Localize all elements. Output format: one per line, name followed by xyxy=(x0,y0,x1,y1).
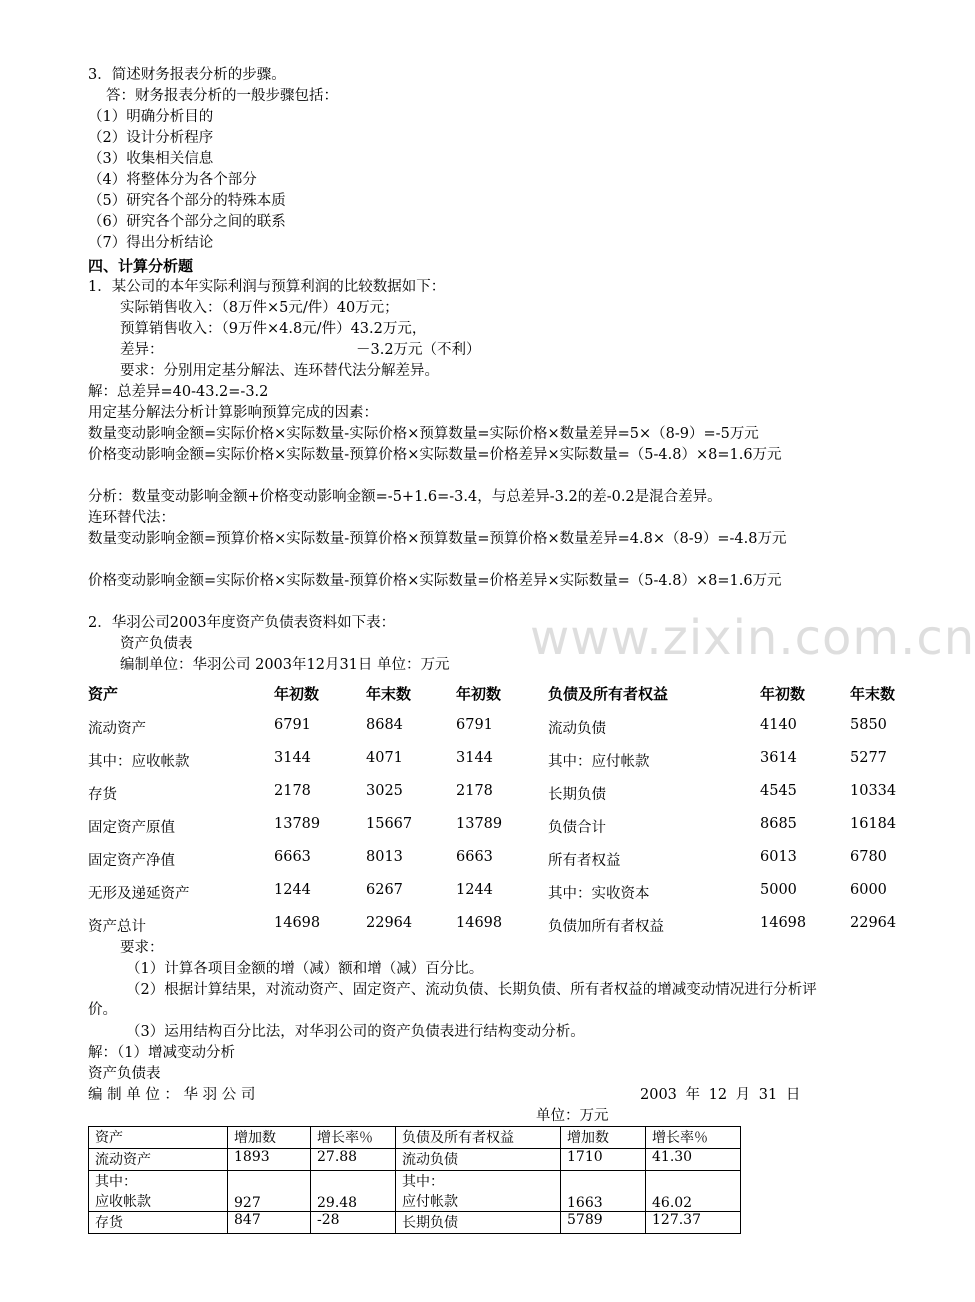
price-effect-1: 价格变动影响金额=实际价格×实际数量-预算价格×实际数量=价格差异×实际数量=（5-4.8）×8=1.6万元 xyxy=(88,447,782,463)
step-2: （2）设计分析程序 xyxy=(88,130,214,146)
req-item-1: （1）计算各项目金额的增（减）额和增（减）百分比。 xyxy=(126,961,484,977)
table1-cell: 13789 xyxy=(274,816,321,832)
table2-header-cell: 增加数 xyxy=(228,1127,311,1149)
table1-header-cell: 负债及所有者权益 xyxy=(548,685,669,703)
step-3: （3）收集相关信息 xyxy=(88,151,214,167)
table2-cell: 流动资产 xyxy=(89,1149,228,1171)
table1-cell: 其中：实收资本 xyxy=(548,886,650,902)
table1-cell: 5000 xyxy=(760,882,797,898)
table2-header-row xyxy=(89,1127,741,1149)
table1-cell: 2178 xyxy=(274,783,311,799)
table1-cell: 负债合计 xyxy=(548,820,606,836)
analysis-text: 分析：数量变动影响金额+价格变动影响金额=-5+1.6=-3.4，与总差异-3.2的差-0.2是混合差异。 xyxy=(88,489,722,505)
requirement-1: 要求：分别用定基分解法、连环替代法分解差异。 xyxy=(120,363,439,379)
table2-unit-left: 编 制 单 位 ： 华 羽 公 司 xyxy=(88,1087,256,1103)
table1-cell: 8013 xyxy=(366,849,403,865)
table1-title: 资产负债表 xyxy=(120,636,193,652)
table1-cell: 固定资产净值 xyxy=(88,853,175,869)
table1-cell: 1244 xyxy=(274,882,311,898)
table1-cell: 6791 xyxy=(456,717,493,733)
table1-cell: 负债加所有者权益 xyxy=(548,919,664,935)
table1-cell: 15667 xyxy=(366,816,413,832)
table2-row xyxy=(89,1171,741,1212)
table1-cell: 其中：应付帐款 xyxy=(548,754,650,770)
table1-cell: 5850 xyxy=(850,717,887,733)
req-item-3: （3）运用结构百分比法，对华羽公司的资产负债表进行结构变动分析。 xyxy=(126,1024,585,1040)
table1-cell: 6663 xyxy=(456,849,493,865)
table1-cell: 无形及递延资产 xyxy=(88,886,190,902)
table2-cell: 927 xyxy=(228,1171,311,1212)
table1-cell: 1244 xyxy=(456,882,493,898)
table2-cell: 长期负债 xyxy=(396,1212,561,1234)
table1-cell: 5277 xyxy=(850,750,887,766)
table2-title: 资产负债表 xyxy=(88,1066,161,1082)
solution-2: 解：（1）增减变动分析 xyxy=(88,1045,235,1061)
table1-header-cell: 年初数 xyxy=(274,685,320,703)
step-5: （5）研究各个部分的特殊本质 xyxy=(88,193,286,209)
solution-total: 解：总差异=40-43.2=-3.2 xyxy=(88,384,269,400)
table1-cell: 存货 xyxy=(88,787,117,803)
table1-cell: 所有者权益 xyxy=(548,853,621,869)
table1-header-cell: 年初数 xyxy=(456,685,502,703)
step-6: （6）研究各个部分之间的联系 xyxy=(88,214,286,230)
req-item-2: （2）根据计算结果，对流动资产、固定资产、流动负债、长期负债、所有者权益的增减变动情况进行分析评价。 xyxy=(88,982,817,1018)
table2-cell: 1893 xyxy=(228,1149,311,1171)
table2-cell: 流动负债 xyxy=(396,1149,561,1171)
table1-cell: 16184 xyxy=(850,816,897,832)
table2-header-cell: 资产 xyxy=(89,1127,228,1149)
table1-cell: 3614 xyxy=(760,750,797,766)
table1-cell: 14698 xyxy=(760,915,807,931)
table2-cell: 其中： 应收帐款 xyxy=(89,1171,228,1212)
table1-cell: 10334 xyxy=(850,783,897,799)
table2-header-cell: 增长率％ xyxy=(646,1127,741,1149)
table2-cell: 其中： 应付帐款 xyxy=(396,1171,561,1212)
problem-1: 1．某公司的本年实际利润与预算利润的比较数据如下： xyxy=(88,279,446,295)
table2-unit: 单位：万元 xyxy=(536,1108,609,1124)
table1-cell: 6791 xyxy=(274,717,311,733)
step-1: （1）明确分析目的 xyxy=(88,109,214,125)
table2-cell: 127.37 xyxy=(646,1212,741,1234)
table2-header-cell: 增加数 xyxy=(561,1127,646,1149)
table2-cell: 46.02 xyxy=(646,1171,741,1212)
table1-cell: 6780 xyxy=(850,849,887,865)
table1-header-cell: 资产 xyxy=(88,685,119,703)
table1-cell: 6000 xyxy=(850,882,887,898)
table2-header-cell: 负债及所有者权益 xyxy=(396,1127,561,1149)
table2-cell: 41.30 xyxy=(646,1149,741,1171)
method-2-intro: 连环替代法： xyxy=(88,510,175,526)
table1-cell: 流动资产 xyxy=(88,721,146,737)
table1-cell: 长期负债 xyxy=(548,787,606,803)
table1-cell: 8685 xyxy=(760,816,797,832)
section-heading: 四、计算分析题 xyxy=(88,257,194,275)
watermark: www.zixin.com.cn xyxy=(530,610,975,666)
table1-cell: 2178 xyxy=(456,783,493,799)
qty-effect-1: 数量变动影响金额=实际价格×实际数量-实际价格×预算数量=实际价格×数量差异=5×（8-9）=-5万元 xyxy=(88,426,759,442)
table1-cell: 14698 xyxy=(456,915,503,931)
table1-cell: 3025 xyxy=(366,783,403,799)
table2-header-cell: 增长率％ xyxy=(311,1127,396,1149)
table2-row xyxy=(89,1149,741,1171)
table1-cell: 6013 xyxy=(760,849,797,865)
table1-cell: 3144 xyxy=(274,750,311,766)
step-7: （7）得出分析结论 xyxy=(88,235,214,251)
change-analysis-table xyxy=(88,1126,741,1234)
table1-cell: 资产总计 xyxy=(88,919,146,935)
table1-cell: 6663 xyxy=(274,849,311,865)
table1-cell: 4071 xyxy=(366,750,403,766)
table1-cell: 3144 xyxy=(456,750,493,766)
budget-sales: 预算销售收入：（9万件×4.8元/件）43.2万元， xyxy=(120,321,427,337)
requirement-2: 要求： xyxy=(120,940,164,956)
method-1-intro: 用定基分解法分析计算影响预算完成的因素： xyxy=(88,405,378,421)
table1-cell: 其中：应收帐款 xyxy=(88,754,190,770)
table2-cell: 27.88 xyxy=(311,1149,396,1171)
problem-2: 2．华羽公司2003年度资产负债表资料如下表： xyxy=(88,615,396,631)
step-4: （4）将整体分为各个部分 xyxy=(88,172,257,188)
table1-cell: 22964 xyxy=(850,915,897,931)
table2-cell: 存货 xyxy=(89,1212,228,1234)
table2-cell: 1710 xyxy=(561,1149,646,1171)
price-effect-2: 价格变动影响金额=实际价格×实际数量-预算价格×实际数量=价格差异×实际数量=（5-4.8）×8=1.6万元 xyxy=(88,573,782,589)
table2-cell: 1663 xyxy=(561,1171,646,1212)
table2-cell: 847 xyxy=(228,1212,311,1234)
table1-cell: 4545 xyxy=(760,783,797,799)
table1-cell: 6267 xyxy=(366,882,403,898)
table1-cell: 4140 xyxy=(760,717,797,733)
table1-cell: 固定资产原值 xyxy=(88,820,175,836)
question-3: 3．简述财务报表分析的步骤。 xyxy=(88,67,286,83)
table2-cell: 29.48 xyxy=(311,1171,396,1212)
qty-effect-2: 数量变动影响金额=预算价格×实际数量-预算价格×预算数量=预算价格×数量差异=4.8×（8-9）=-4.8万元 xyxy=(88,531,787,547)
table1-cell: 流动负债 xyxy=(548,721,606,737)
difference-label: 差异： xyxy=(120,342,164,358)
table2-row xyxy=(89,1212,741,1234)
actual-sales: 实际销售收入：（8万件×5元/件）40万元； xyxy=(120,300,399,316)
table2-cell: -28 xyxy=(311,1212,396,1234)
table1-header-cell: 年初数 xyxy=(760,685,806,703)
table1-cell: 8684 xyxy=(366,717,403,733)
table1-cell: 13789 xyxy=(456,816,503,832)
table1-header-cell: 年末数 xyxy=(850,685,896,703)
difference-value: －3.2万元（不利） xyxy=(356,342,481,358)
table1-cell: 14698 xyxy=(274,915,321,931)
table1-cell: 22964 xyxy=(366,915,413,931)
answer-intro: 答：财务报表分析的一般步骤包括： xyxy=(106,88,338,104)
table1-header-cell: 年末数 xyxy=(366,685,412,703)
table1-unit: 编制单位：华羽公司 2003年12月31日 单位：万元 xyxy=(120,657,450,673)
table2-date: 2003 年 12 月 31 日 xyxy=(640,1087,801,1103)
table2-cell: 5789 xyxy=(561,1212,646,1234)
